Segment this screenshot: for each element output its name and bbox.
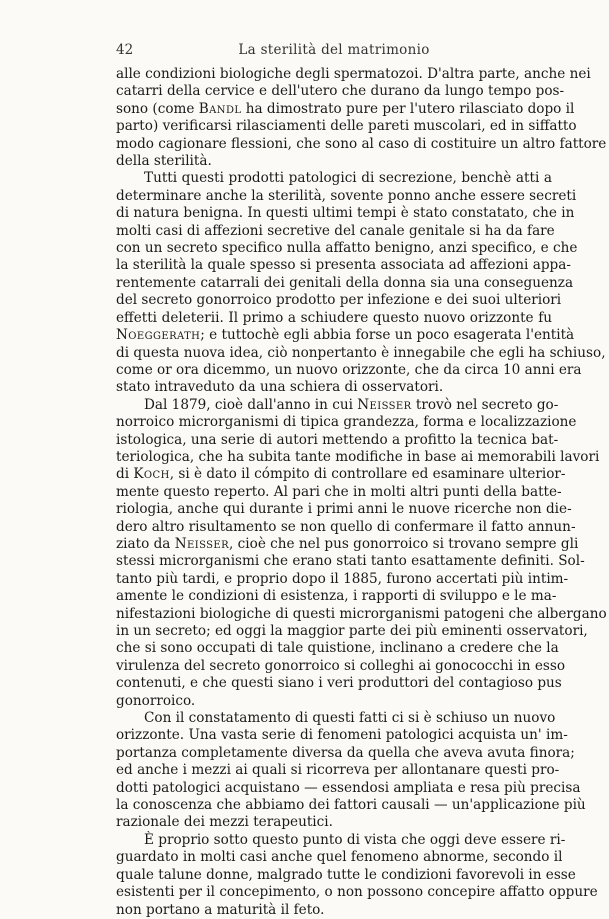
text-line: di questa nuova idea, ciò nonpertanto è innegabile che egli ha schiuso,: [116, 344, 606, 361]
text-line: mente questo reperto. Al pari che in molti altri punti della batte-: [116, 483, 562, 500]
text-line: Con il constatamento di questi fatti ci si è schiuso un nuovo: [144, 710, 556, 727]
text-line: razionale dei mezzi terapeutici.: [116, 814, 333, 831]
text-line: istologica, una serie di autori mettendo a profitto la tecnica bat-: [116, 431, 559, 448]
text-line: stato intraveduto da una schiera di osservatori.: [116, 379, 444, 396]
text-line: di Koch, si è dato il cómpito di controllare ed esaminare ulterior-: [116, 466, 566, 483]
text-line: dero altro risultamento se non quello di confermare il fatto annun-: [116, 518, 576, 535]
text-line: amente le condizioni di esistenza, i rapporti di sviluppo e le ma-: [116, 588, 557, 605]
text-line: nifestazioni biologiche di questi microrganismi patogeni che albergano: [116, 605, 607, 622]
text-line: stessi microrganismi che erano stati tanto esattamente definiti. Sol-: [116, 553, 585, 570]
text-line: molti casi di affezioni secretive del canale genitale si ha da fare: [116, 222, 555, 239]
text-line: È proprio sotto questo punto di vista che oggi deve essere ri-: [144, 831, 566, 848]
text-line: portanza completamente diversa da quella che aveva avuta finora;: [116, 744, 575, 761]
text-line: come or ora dicemmo, un nuovo orizzonte, che da circa 10 anni era: [116, 361, 582, 378]
text-line: la conoscenza che abbiamo dei fattori causali — un'applicazione più: [116, 797, 586, 814]
text-line: teriologica, che ha subita tante modifiche in base ai memorabili lavori: [116, 448, 600, 465]
text-line: con un secreto specifico nulla affatto benigno, anzi specifico, e che: [116, 240, 578, 257]
text-line: esistenti per il concepimento, o non possono concepire affatto oppure: [116, 884, 598, 901]
text-line: in un secreto; ed oggi la maggior parte dei più eminenti osservatori,: [116, 623, 588, 639]
text-line: che si sono occupati di tale quistione, inclinano a credere che la: [116, 640, 559, 657]
text-line: Dal 1879, cioè dall'anno in cui Neisser trovò nel secreto go-: [144, 396, 559, 413]
text-line: ziato da Neisser, cioè che nel pus gonorroico si trovano sempre gli: [116, 535, 579, 552]
text-line: catarri della cervice e dell'utero che durano da lungo tempo pos-: [116, 83, 565, 100]
text-line: parto) verificarsi rilasciamenti delle pareti muscolari, ed in siffatto: [116, 118, 577, 135]
text-line: Noeggerath; e tuttochè egli abbia forse un poco esagerata l'entità: [116, 327, 575, 344]
text-line: norroico microrganismi di tipica grandezza, forma e localizzazione: [116, 414, 577, 431]
text-line: la sterilità la quale spesso si presenta associata ad affezioni appa-: [116, 257, 571, 274]
paragraph: [116, 396, 607, 710]
text-line: gonorroico.: [116, 692, 196, 709]
paragraph: [116, 831, 598, 919]
text-line: guardato in molti casi anche quel fenomeno abnorme, secondo il: [116, 849, 563, 866]
text-line: dotti patologici acquistano — essendosi ampliata e resa più precisa: [116, 779, 581, 796]
text-line: di natura benigna. In questi ultimi tempi è stato constatato, che in: [116, 205, 575, 222]
paragraph: [116, 710, 586, 832]
text-line: quale talune donne, malgrado tutte le condizioni favorevoli in esse: [116, 866, 576, 883]
text-line: determinare anche la sterilità, sovente ponno anche essere secreti: [116, 187, 577, 204]
text-line: della sterilità.: [116, 153, 212, 170]
text-line: ed anche i mezzi ai quali si ricorreva per allontanare questi pro-: [116, 762, 560, 779]
text-line: tanto più tardi, e proprio dopo il 1885, furono accertati più intim-: [116, 570, 569, 587]
text-line: del secreto gonorroico prodotto per infezione e dei suoi ulteriori: [116, 292, 562, 309]
page-number: 42: [116, 42, 134, 58]
text-line: rentemente catarrali dei genitali della donna sia una conseguenza: [116, 274, 574, 291]
text-line: orizzonte. Una vasta serie di fenomeni patologici acquista un' im-: [116, 727, 568, 744]
text-line: effetti deleterii. Il primo a schiudere questo nuovo orizzonte fu: [116, 309, 552, 326]
text-line: non portano a maturità il feto.: [116, 901, 325, 918]
text-line: virulenza del secreto gonorroico si colleghi ai gonococchi in esso: [116, 657, 566, 674]
text-line: sono (come Bandl ha dimostrato pure per l'utero rilasciato dopo il: [116, 100, 575, 117]
text-line: alle condizioni biologiche degli spermatozoi. D'altra parte, anche nei: [116, 66, 591, 82]
paragraph: [116, 66, 607, 170]
page-header: [116, 40, 552, 60]
running-title: La sterilità del matrimonio: [238, 42, 430, 58]
text-line: modo cagionare flessioni, che sono al caso di costituire un altro fattore: [116, 135, 607, 152]
body-text: [116, 66, 607, 919]
text-line: riologia, anche qui durante i primi anni le nuove ricerche non die-: [116, 501, 572, 518]
text-line: Tutti questi prodotti patologici di secrezione, benchè atti a: [144, 170, 552, 187]
text-line: contenuti, e che questi siano i veri produttori del contagioso pus: [116, 675, 562, 692]
paragraph: [116, 170, 606, 396]
